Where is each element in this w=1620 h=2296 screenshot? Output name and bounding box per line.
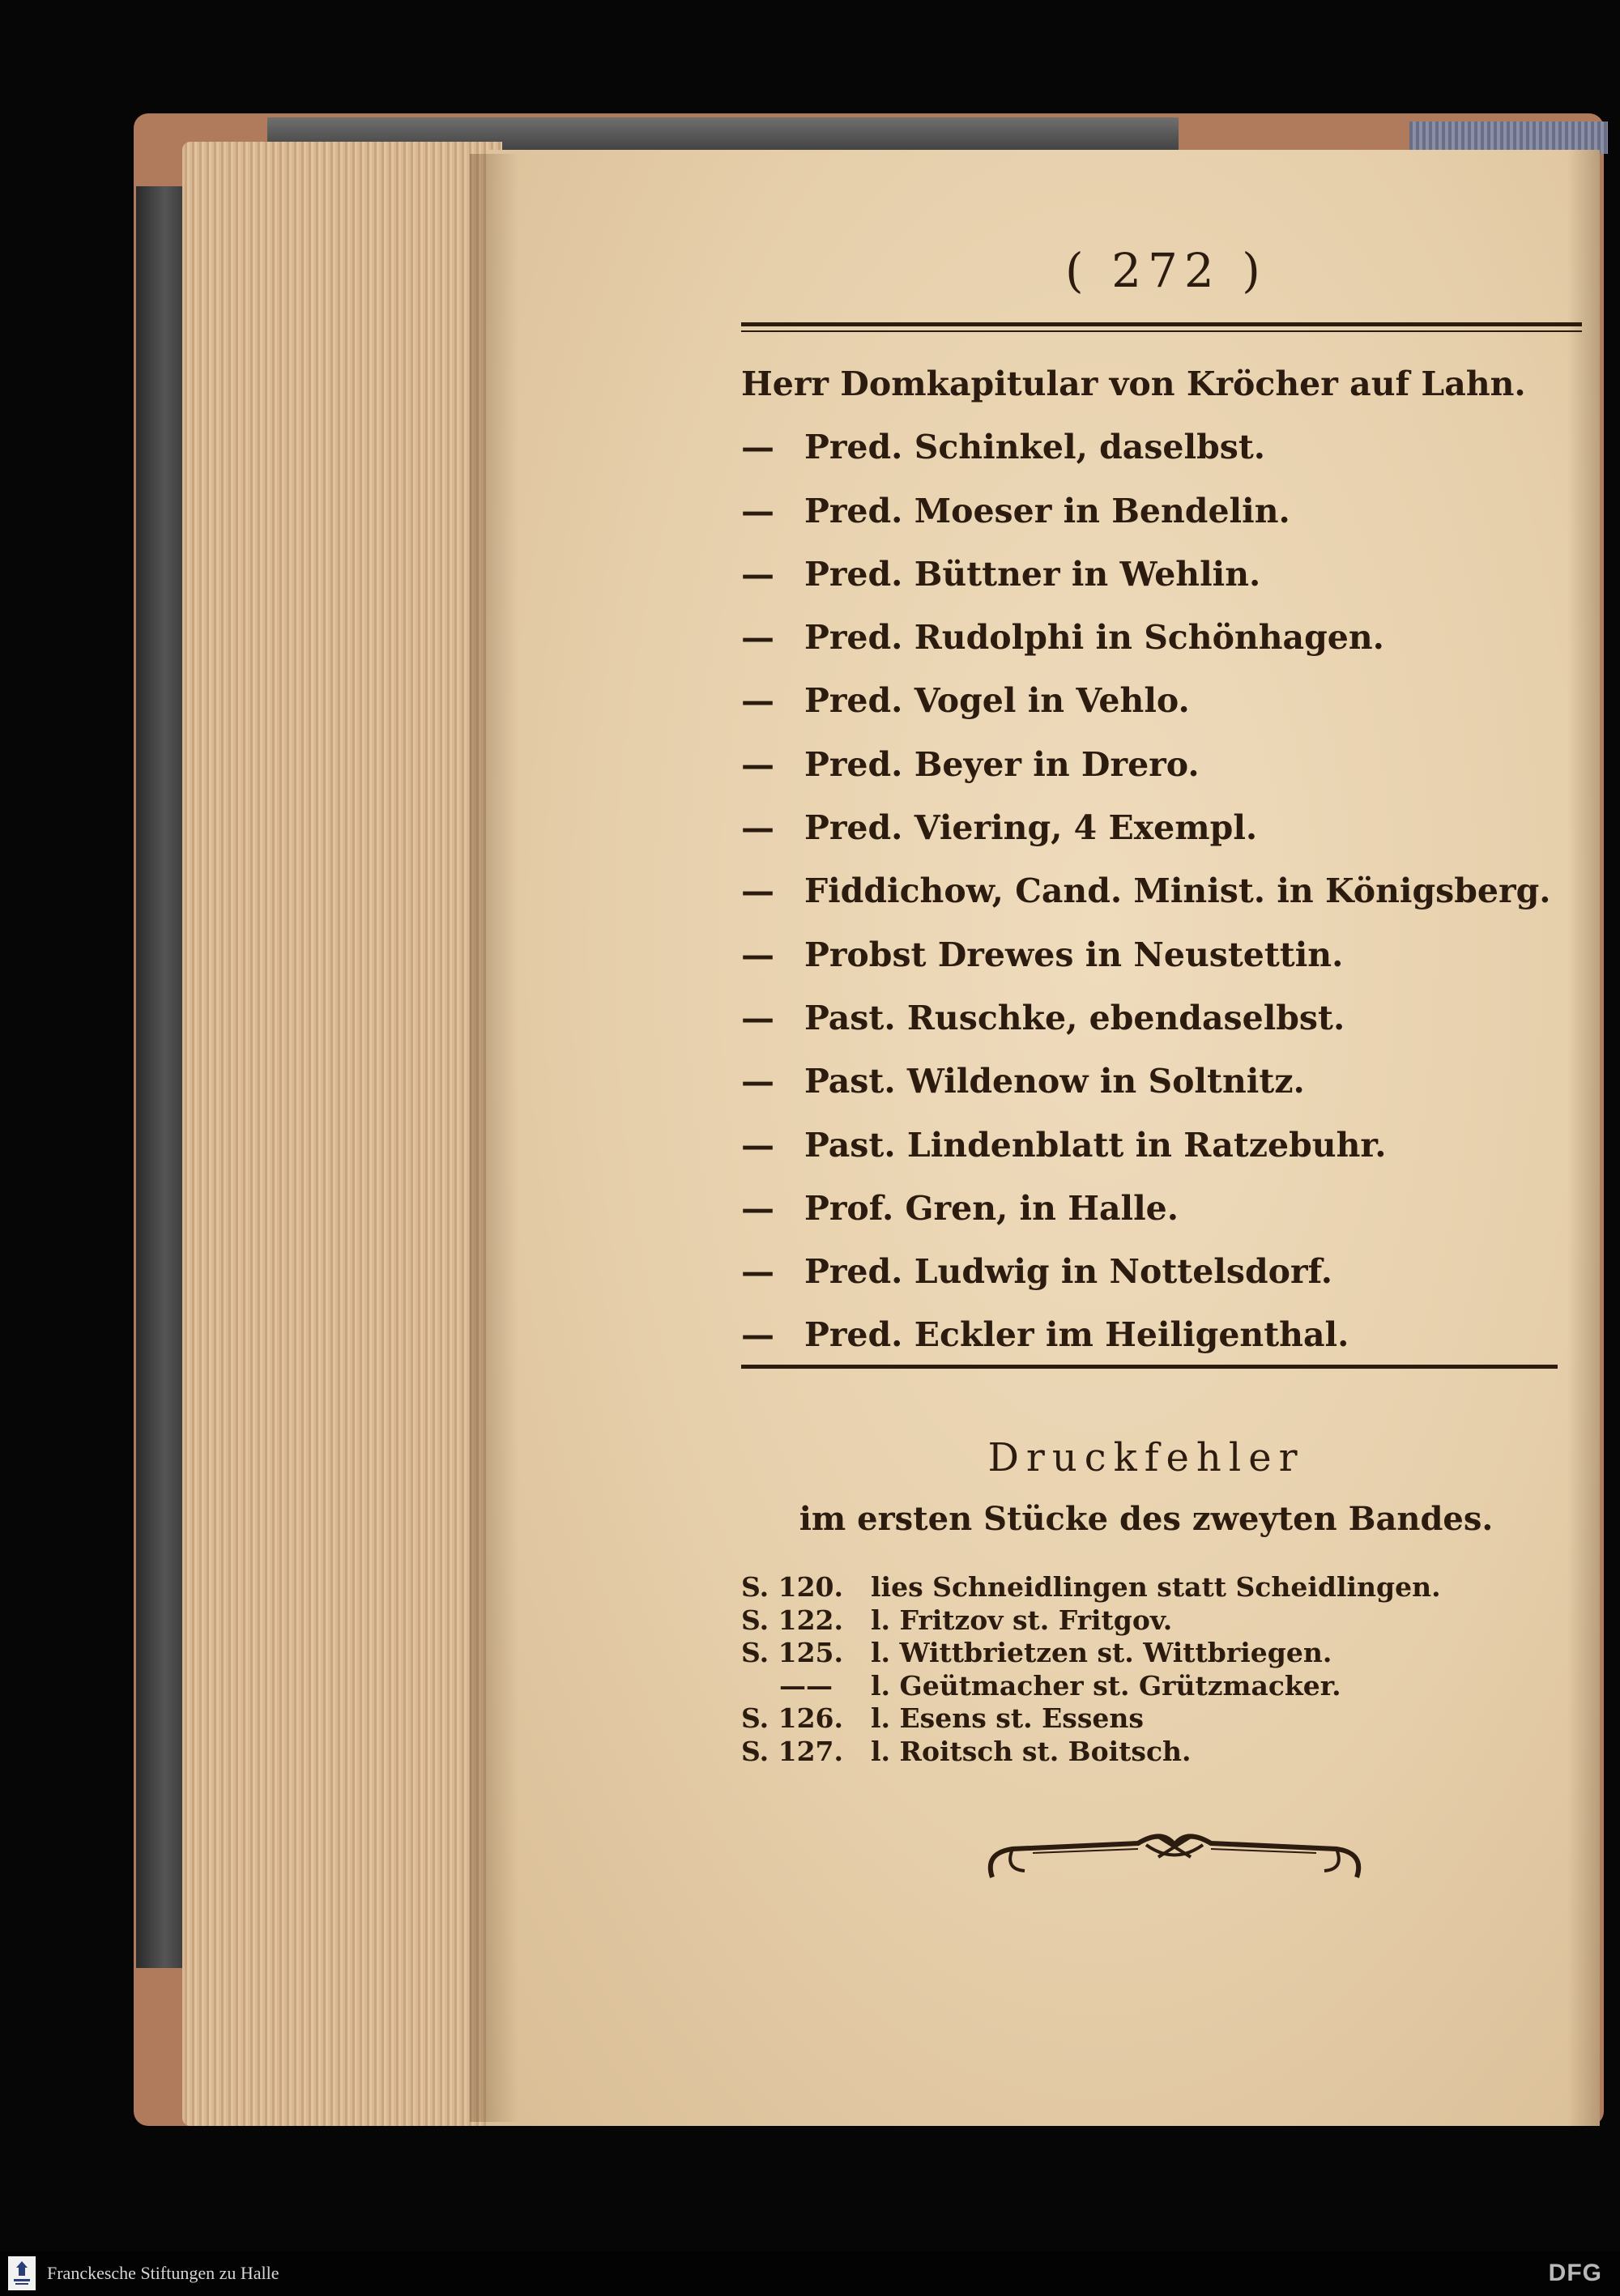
errata-text: l. Roitsch st. Boitsch.	[871, 1735, 1192, 1767]
list-item-text: Past. Wildenow in Soltnitz.	[804, 1062, 1305, 1101]
errata-text: l. Geütmacher st. Grützmacker.	[871, 1669, 1341, 1702]
list-item	[741, 606, 1551, 669]
errata-ref: S. 125.	[741, 1637, 844, 1668]
errata-ref: S. 122.	[741, 1604, 844, 1636]
list-item	[741, 1177, 1551, 1240]
section-rule	[741, 1365, 1558, 1369]
errata-text: l. Fritzov st. Fritgov.	[871, 1604, 1173, 1636]
list-item	[741, 923, 1551, 986]
list-item-text: Pred. Eckler im Heiligenthal.	[804, 1315, 1349, 1355]
errata-item	[741, 1702, 1551, 1736]
ornament-flourish	[976, 1821, 1373, 1893]
list-dash: —	[741, 998, 774, 1037]
list-item	[741, 479, 1551, 543]
list-dash: —	[741, 491, 774, 530]
list-dash: —	[741, 428, 774, 467]
list-item-text: Pred. Beyer in Drero.	[804, 744, 1200, 784]
list-item	[741, 986, 1551, 1050]
errata-subtitle: im ersten Stücke des zweyten Bandes.	[799, 1500, 1494, 1538]
list-dash: —	[741, 1188, 774, 1228]
page-stack-edge	[182, 142, 502, 2126]
institution-logo-icon	[8, 2256, 36, 2290]
errata-ref: S. 127.	[741, 1735, 844, 1767]
list-dash: —	[741, 871, 774, 911]
errata-text: l. Esens st. Essens	[871, 1702, 1144, 1734]
list-item-text: Pred. Viering, 4 Exempl.	[804, 808, 1258, 848]
list-dash: —	[741, 1252, 774, 1292]
list-item	[741, 1303, 1551, 1366]
list-dash: —	[741, 1315, 774, 1355]
list-item	[741, 1114, 1551, 1177]
list-item	[741, 415, 1551, 479]
list-item-text: Pred. Ludwig in Nottelsdorf.	[804, 1252, 1333, 1292]
list-item	[741, 733, 1551, 796]
list-item-text: Pred. Moeser in Bendelin.	[804, 491, 1290, 530]
errata-list	[741, 1571, 1551, 1768]
errata-item	[741, 1571, 1551, 1604]
errata-ref: S. 126.	[741, 1702, 844, 1734]
list-item	[741, 1050, 1551, 1113]
list-item	[741, 543, 1551, 606]
list-item-text: Herr Domkapitular von Kröcher auf Lahn.	[741, 364, 1526, 403]
list-dash: —	[741, 681, 774, 721]
list-item	[741, 669, 1551, 732]
list-item	[741, 859, 1551, 922]
errata-item	[741, 1670, 1551, 1703]
list-item-text: Pred. Vogel in Vehlo.	[804, 681, 1190, 721]
errata-item	[741, 1637, 1551, 1670]
errata-title: Druckfehler	[987, 1435, 1305, 1480]
list-item	[741, 352, 1551, 415]
subscriber-list	[741, 352, 1551, 1367]
list-item-text: Prof. Gren, in Halle.	[804, 1188, 1179, 1228]
errata-ref: S. 120.	[741, 1571, 844, 1603]
list-item-text: Past. Ruschke, ebendaselbst.	[804, 998, 1345, 1037]
list-dash: —	[741, 554, 774, 594]
list-item-text: Past. Lindenblatt in Ratzebuhr.	[804, 1125, 1387, 1165]
list-item-text: Pred. Büttner in Wehlin.	[804, 554, 1261, 594]
page-edge-shadow	[1567, 150, 1600, 2126]
list-item	[741, 1240, 1551, 1303]
book-head-band-right	[1409, 121, 1608, 154]
list-item-text: Pred. Schinkel, daselbst.	[804, 428, 1266, 467]
footer-bar	[0, 2251, 1620, 2296]
errata-text: lies Schneidlingen statt Scheidlingen.	[871, 1571, 1441, 1603]
list-dash: —	[741, 618, 774, 658]
list-dash: —	[741, 808, 774, 848]
page-number: ( 272 )	[1065, 243, 1267, 298]
list-dash: —	[741, 744, 774, 784]
header-rule	[741, 322, 1582, 332]
gutter-shadow	[470, 154, 518, 2122]
errata-item	[741, 1736, 1551, 1769]
list-dash: —	[741, 1125, 774, 1165]
list-item-text: Fiddichow, Cand. Minist. in Königsberg.	[804, 871, 1551, 911]
list-item	[741, 796, 1551, 859]
dfg-logo: DFG	[1548, 2260, 1602, 2286]
institution-name: Franckesche Stiftungen zu Halle	[47, 2263, 279, 2283]
list-item-text: Probst Drewes in Neustettin.	[804, 935, 1344, 974]
errata-item	[741, 1604, 1551, 1638]
errata-ref: ——	[779, 1669, 833, 1702]
errata-text: l. Wittbrietzen st. Wittbriegen.	[871, 1637, 1332, 1668]
list-dash: —	[741, 935, 774, 974]
list-item-text: Pred. Rudolphi in Schönhagen.	[804, 618, 1384, 658]
list-dash: —	[741, 1062, 774, 1101]
